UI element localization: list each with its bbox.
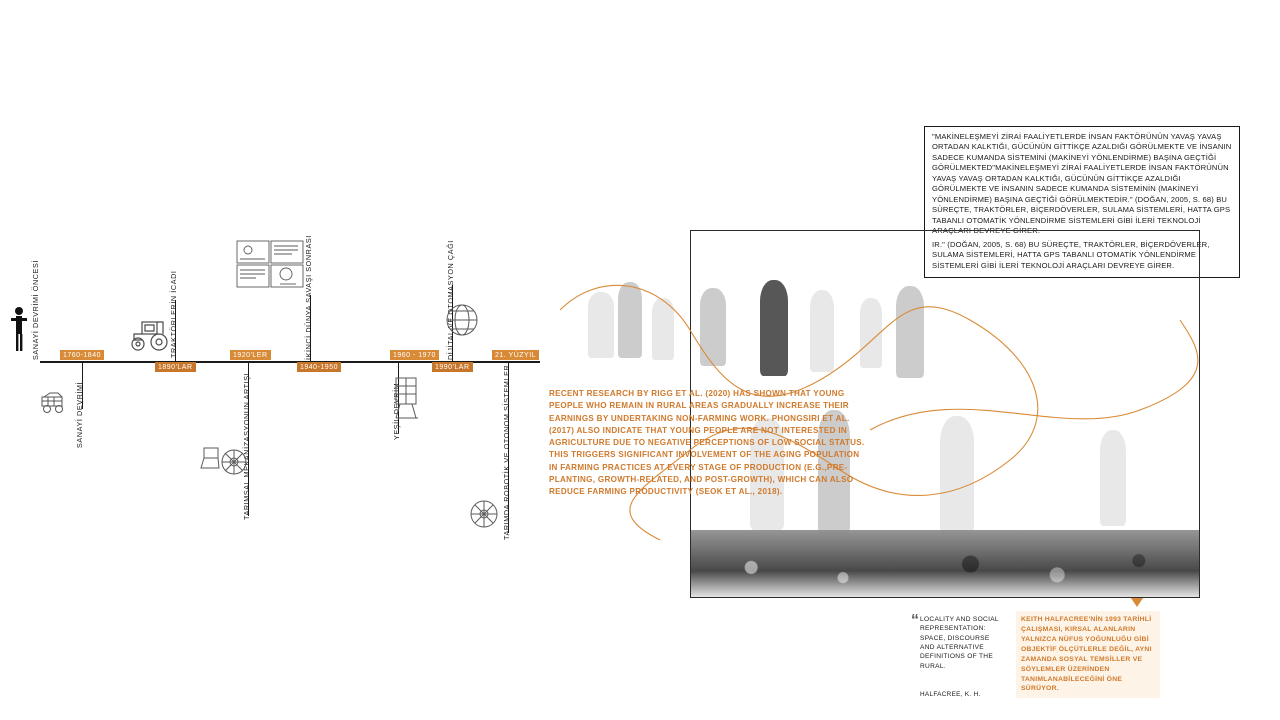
citation-author: HALFACREE, K. H. <box>920 691 981 698</box>
sprayer-sketch-icon <box>200 438 252 484</box>
down-arrow-icon <box>1131 598 1143 607</box>
silhouette-figure <box>652 298 674 360</box>
tractor-icon <box>128 318 172 352</box>
quote-box-text-continued: IR." (DOĞAN, 2005, S. 68) BU SÜREÇTE, TRAKTÖRLER, BİÇERDÖVERLER, SULAMA SİSTEMLERİ, HATTA GPS TABANLI OTOMATİK YÖNLENDİRME SİSTEMLERİ GİBİ İLERİ TEKNOLOJİ ARAÇLARI DEVREYE GİRER. <box>932 239 1210 270</box>
timeline-era-label: TRAKTÖRLERİN İCADI <box>169 270 178 358</box>
person-figure-icon <box>8 305 30 353</box>
timeline-era-label: DİJİTAL VE OTOMASYON ÇAĞI <box>446 240 455 360</box>
quote-box-text: "MAKİNELEŞMEYİ ZİRAİ FAALİYETLERDE İNSAN FAKTÖRÜNÜN YAVAŞ YAVAŞ ORTADAN KALKTIĞI, GÜCÜNÜN GİTTİKÇE AZALDIĞI GÖRÜLMEKTE VE İNSANIN SADECE KUMANDA SİSTEMİNİ (MAKİNEYİ YÖNLENDİRME) BAŞINA GEÇTİĞİ GÖRÜLMEKTED"MAKİNELEŞMEYİ ZİRAİ FAALİYETLERDE İNSAN FAKTÖRÜNÜN YAVAŞ YAVAŞ ORTADAN KALKTIĞI, GÜCÜNÜN GİTTİKÇE AZALDIĞI GÖRÜLMEKTE VE İNSANIN SADECE KUMANDA SİSTEMİNİN (MAKİNEYİ YÖNLENDİRME) BAŞINA GEÇTİĞİ GÖRÜLMEKTEDİR." (DOĞAN, 2005, S. 68) BU SÜREÇTE, TRAKTÖRLER, BİÇERDÖVERLER, SULAMA SİSTEMLERİ, HATTA GPS TABANLI OTOMATİK YÖNLENDİRME SİSTEMLERİ GİBİ İLERİ TEKNOLOJİ ARAÇLARI DEVREYE GİRER. <box>932 132 1232 236</box>
timeline-era-label: SANAYİ DEVRİMİ ÖNCESİ <box>31 260 40 360</box>
timeline-era-label: TARIMDA ROBOTİK VE OTONOM SİSTEMLER <box>502 364 511 540</box>
timeline-era-label: SANAYİ DEVRİMİ <box>75 381 84 448</box>
silhouette-figure <box>618 282 642 358</box>
research-paragraph: RECENT RESEARCH BY RIGG ET AL. (2020) HAS SHOWN THAT YOUNG PEOPLE WHO REMAIN IN RURAL AREAS GRADUALLY INCREASE THEIR EARNINGS BY UNDERTAKING NON-FARMING WORK. PHONGSIRI ET AL. (2017) ALSO INDICATE THAT YOUNG PEOPLE ARE NOT INTERESTED IN AGRICULTURE DUE TO NEGATIVE PERCEPTIONS OF LOW SOCIAL STATUS. THIS TRIGGERS SIGNIFICANT INVOLVEMENT OF THE AGING POPULATION IN FARMING PRACTICES AT EVERY STAGE OF PRODUCTION (E.G.,PRE-PLANTING, GROWTH-RELATED, AND POST-GROWTH), WHICH CAN ALSO REDUCE FARMING PRODUCTIVITY (SEOK ET AL., 2018). <box>549 389 865 497</box>
timeline-date-chip: 1760-1840 <box>60 350 104 360</box>
citation-note: KEITH HALFACREE'NİN 1993 TARİHLİ ÇALIŞMASI, KIRSAL ALANLARIN YALNIZCA NÜFUS YOĞUNLUĞU GİBİ OBJEKTİF ÖLÇÜTLERLE DEĞİL, AYNI ZAMANDA SOSYAL TEMSİLLER VE SÖYLEMLER ÜZERİNDEN TANIMLANABİLECEĞİNİ ÖNE SÜRÜYOR. <box>1016 611 1160 698</box>
timeline-era-label: İKİNCİ DÜNYA SAVAŞI SONRASI <box>304 235 313 360</box>
citation-title: LOCALITY AND SOCIAL REPRESENTATION: SPACE, DISCOURSE AND ALTERNATIVE DEFINITIONS OF THE RURAL. <box>920 616 999 670</box>
harvester-sketch-icon <box>390 372 424 422</box>
timeline-date-chip: 1960 - 1970 <box>390 350 439 360</box>
timeline-date-chip: 1940-1950 <box>297 362 341 372</box>
timeline-date-chip: 1890'LAR <box>155 362 196 372</box>
quote-mark-icon: “ <box>911 612 919 629</box>
newspaper-sketch-icon <box>236 240 304 288</box>
silhouette-figure <box>588 292 614 358</box>
timeline-date-chip: 1920'LER <box>230 350 271 360</box>
machine-sketch-icon <box>40 392 70 414</box>
globe-icon <box>442 300 482 340</box>
drone-icon <box>462 492 506 536</box>
timeline-date-chip: 21. YÜZYIL <box>492 350 539 360</box>
timeline-date-chip: 1990'LAR <box>432 362 473 372</box>
timeline-era-label: YEŞİL DEVRİM <box>392 382 401 440</box>
timeline-era-label: TARIMSAL MEKANİZASYONUN ARTIŞI <box>242 372 251 520</box>
